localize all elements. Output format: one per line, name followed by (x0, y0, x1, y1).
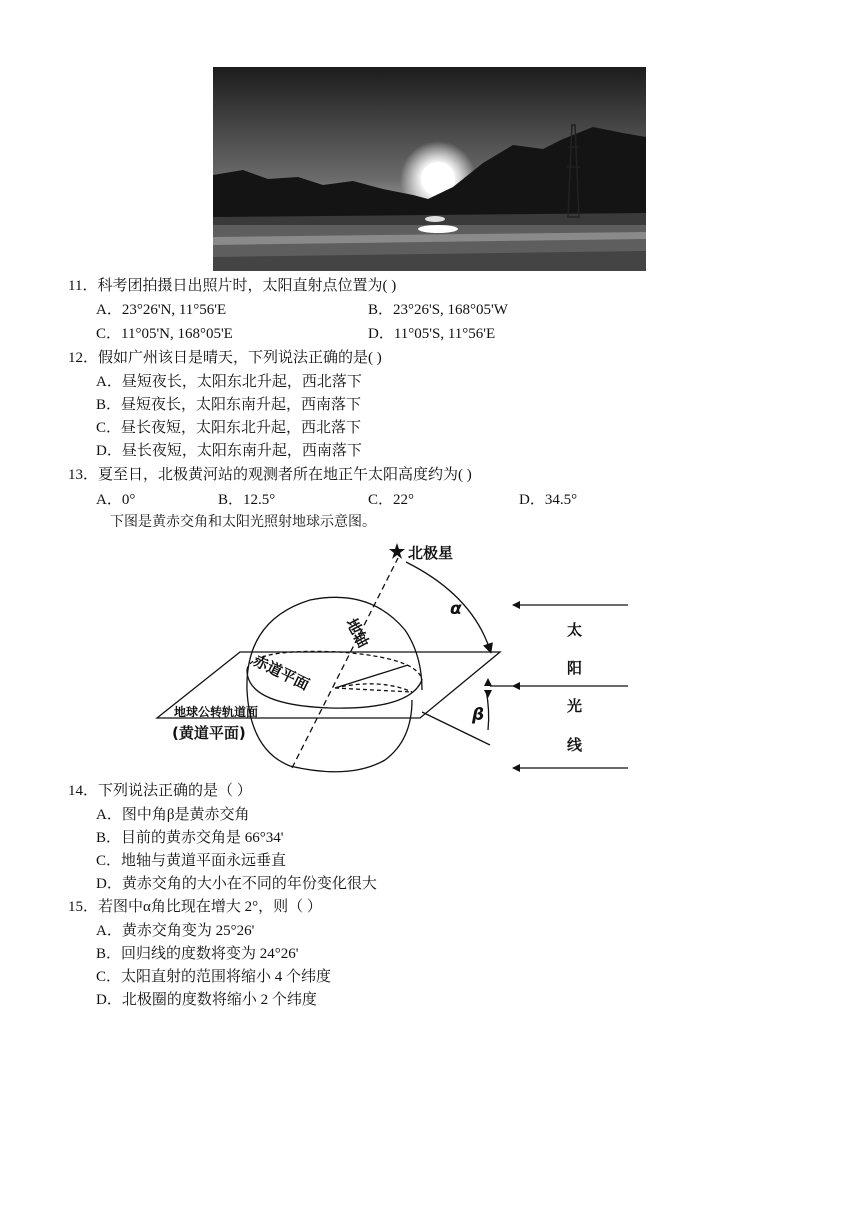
q12-option-c: C．昼长夜短，太阳东北升起，西北落下 (96, 420, 362, 436)
question-11: 11．科考团拍摄日出照片时，太阳直射点位置为( ) (68, 278, 397, 294)
beta-label: β (472, 705, 485, 725)
sunrise-photo (213, 67, 646, 271)
star-icon (389, 543, 405, 559)
q14-option-b: B．目前的黄赤交角是 66°34' (96, 830, 284, 846)
question-12: 12．假如广州该日是晴天，下列说法正确的是( ) (68, 350, 382, 366)
q11-option-a: A．23°26'N, 11°56'E (96, 302, 227, 318)
q11-option-c: C．11°05'N, 168°05'E (96, 326, 233, 342)
question-14: 14．下列说法正确的是（ ） (68, 783, 252, 799)
obliquity-diagram (150, 540, 640, 775)
q15-option-c: C．太阳直射的范围将缩小 4 个纬度 (96, 969, 332, 985)
q13-option-c: C．22° (368, 492, 415, 508)
question-15: 15．若图中α角比现在增大 2°，则（ ） (68, 899, 322, 915)
q12-option-a: A．昼短夜长，太阳东北升起，西北落下 (96, 374, 362, 390)
q15-option-d: D．北极圈的度数将缩小 2 个纬度 (96, 992, 317, 1008)
ecliptic-plane-label: (黄道平面) (172, 724, 246, 742)
polaris-label: 北极星 (408, 544, 454, 562)
q15-option-b: B．回归线的度数将变为 24°26' (96, 946, 299, 962)
axis-label: 地轴 (342, 615, 373, 651)
q15-option-a: A．黄赤交角变为 25°26' (96, 923, 255, 939)
q14-option-c: C．地轴与黄道平面永远垂直 (96, 853, 287, 869)
q11-option-b: B．23°26'S, 168°05'W (368, 302, 508, 318)
orbit-plane-label: 地球公转轨道面 (174, 705, 259, 719)
equator-plane-label: 赤道平面 (250, 651, 313, 694)
q12-option-d: D．昼长夜短，太阳东南升起，西南落下 (96, 443, 362, 459)
q11-option-d: D．11°05'S, 11°56'E (368, 326, 496, 342)
sunlight-char-1: 太 (567, 621, 583, 639)
diagram-intro: 下图是黄赤交角和太阳光照射地球示意图。 (110, 514, 376, 530)
sunlight-char-3: 光 (567, 697, 583, 715)
q14-option-d: D．黄赤交角的大小在不同的年份变化很大 (96, 876, 377, 892)
q13-option-a: A．0° (96, 492, 136, 508)
q14-option-a: A．图中角β是黄赤交角 (96, 807, 250, 823)
question-13: 13．夏至日，北极黄河站的观测者所在地正午太阳高度约为( ) (68, 467, 472, 483)
sunlight-char-4: 线 (567, 736, 583, 754)
q12-option-b: B．昼短夜长，太阳东南升起，西南落下 (96, 397, 362, 413)
q13-option-d: D．34.5° (519, 492, 578, 508)
alpha-label: α (450, 599, 462, 619)
q13-option-b: B．12.5° (218, 492, 276, 508)
sunlight-char-2: 阳 (567, 659, 583, 677)
